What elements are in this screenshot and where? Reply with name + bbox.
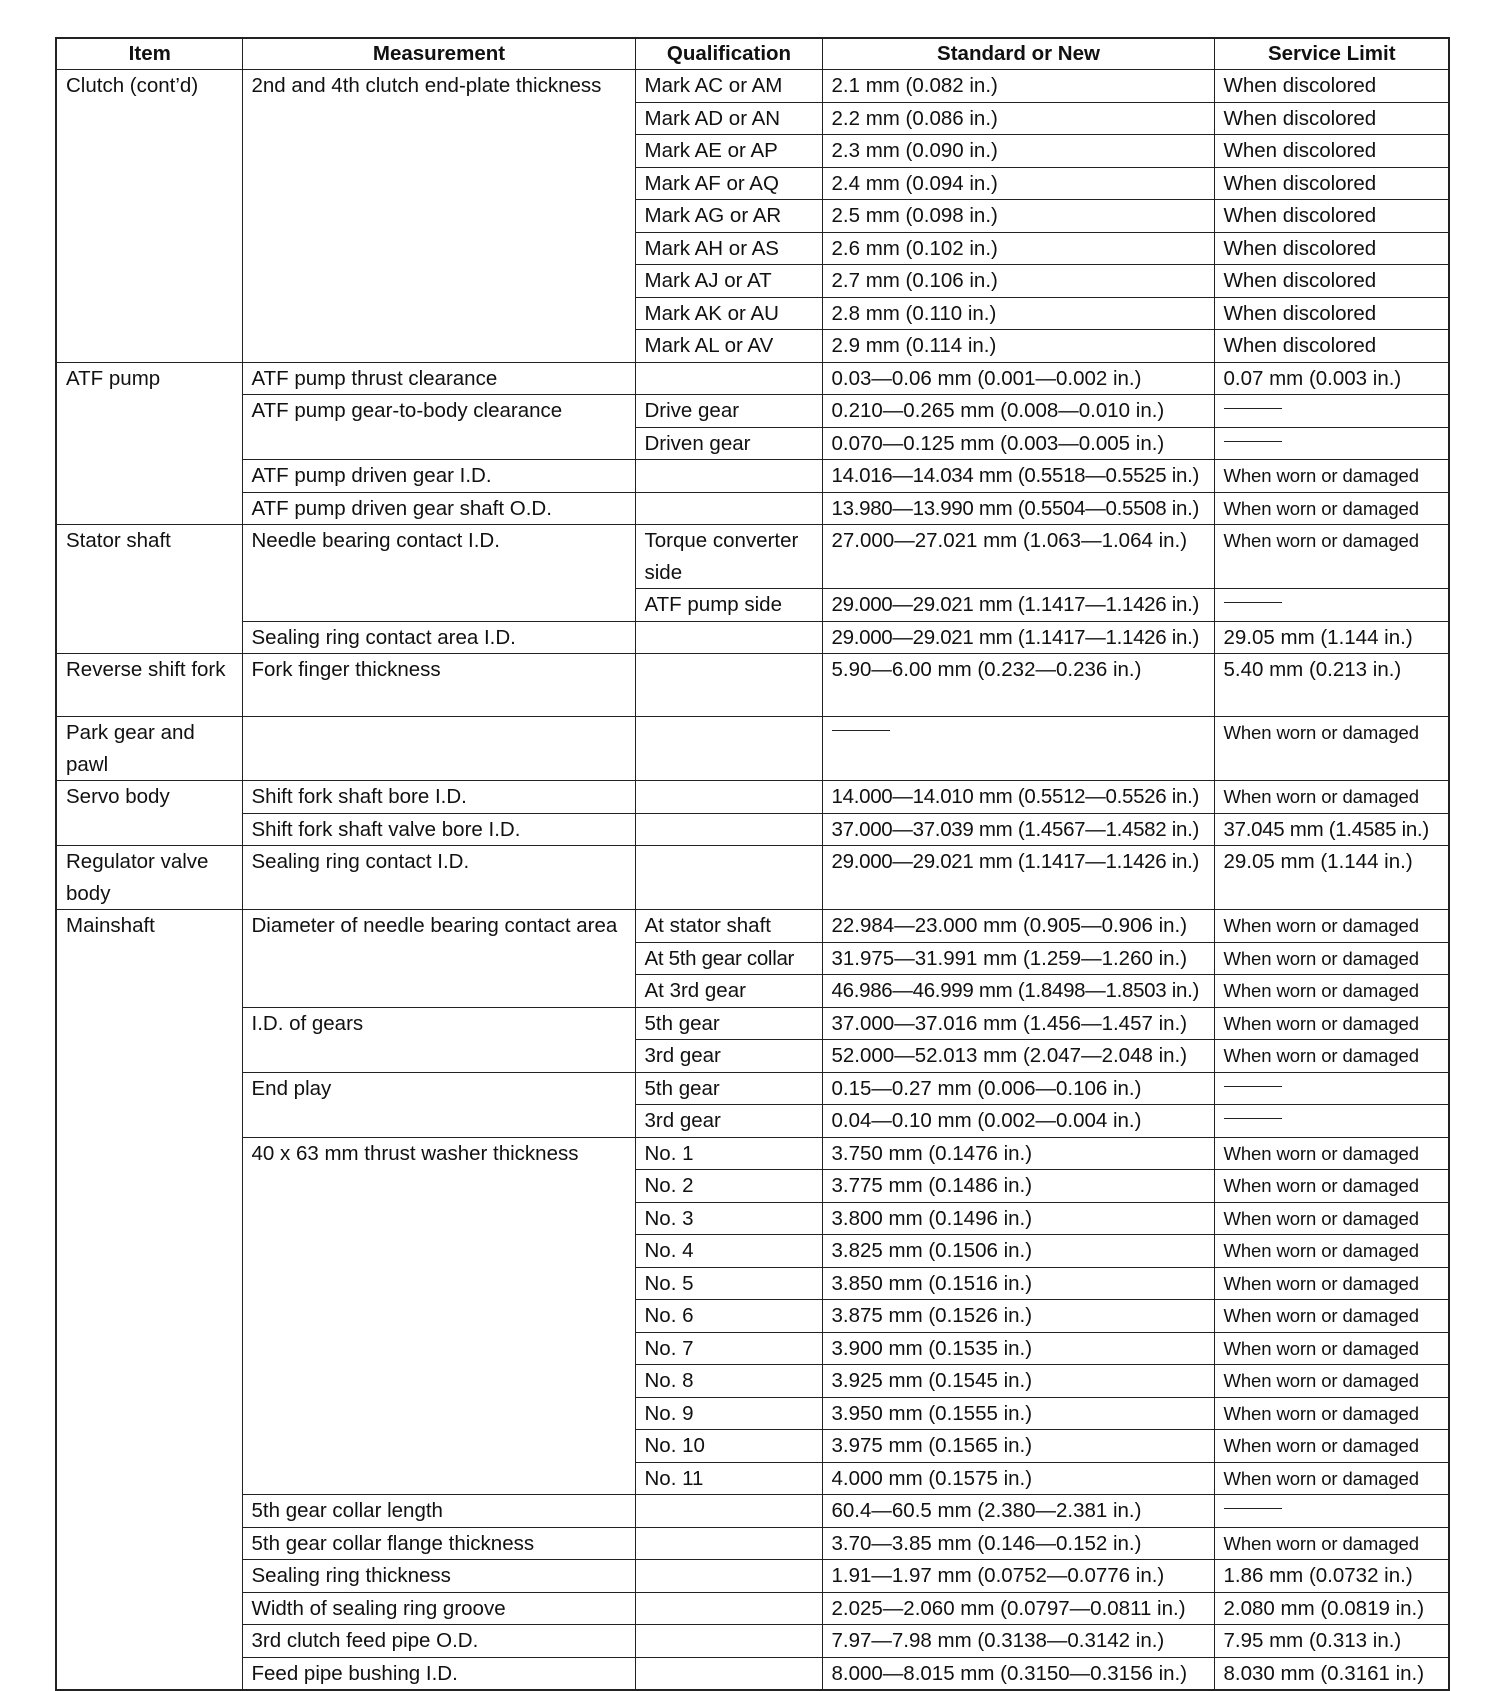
qualification-cell [635,781,822,814]
standard-cell: 3.900 mm (0.1535 in.) [822,1332,1214,1365]
limit-cell: When worn or damaged [1214,1040,1449,1073]
qualification-cell: Drive gear [635,395,822,428]
table-row [56,1527,1449,1560]
standard-cell: 2.8 mm (0.110 in.) [822,297,1214,330]
qualification-cell: Torque converter side [635,525,822,589]
standard-cell: 29.000—29.021 mm (1.1417—1.1426 in.) [822,846,1214,910]
limit-cell: 5.40 mm (0.213 in.) [1214,654,1449,717]
table-row [56,846,1449,910]
standard-cell: 4.000 mm (0.1575 in.) [822,1462,1214,1495]
standard-cell: 2.2 mm (0.086 in.) [822,102,1214,135]
table-row [56,525,1449,589]
table-row [56,654,1449,717]
standard-cell: 2.6 mm (0.102 in.) [822,232,1214,265]
standard-cell: 2.1 mm (0.082 in.) [822,70,1214,103]
qualification-cell: No. 11 [635,1462,822,1495]
item-cell: Servo body [56,781,242,846]
table-row [56,1007,1449,1040]
limit-cell: When worn or damaged [1214,1235,1449,1268]
limit-cell [1214,1105,1449,1138]
qualification-cell: Mark AK or AU [635,297,822,330]
table-row [56,910,1449,943]
measurement-cell: ATF pump driven gear shaft O.D. [242,492,635,525]
table-row [56,1560,1449,1593]
measurement-cell: ATF pump gear-to-body clearance [242,395,635,460]
limit-cell: When worn or damaged [1214,781,1449,814]
standard-cell: 0.070—0.125 mm (0.003—0.005 in.) [822,427,1214,460]
qualification-cell [635,813,822,846]
standard-cell: 3.975 mm (0.1565 in.) [822,1430,1214,1463]
specification-table [55,37,1450,1691]
qualification-cell: No. 3 [635,1202,822,1235]
standard-cell: 14.000—14.010 mm (0.5512—0.5526 in.) [822,781,1214,814]
standard-cell: 37.000—37.039 mm (1.4567—1.4582 in.) [822,813,1214,846]
limit-cell: 1.86 mm (0.0732 in.) [1214,1560,1449,1593]
standard-cell: 7.97—7.98 mm (0.3138—0.3142 in.) [822,1625,1214,1658]
qualification-cell [635,362,822,395]
qualification-cell: Mark AD or AN [635,102,822,135]
table-row [56,1072,1449,1105]
limit-cell: When worn or damaged [1214,1527,1449,1560]
qualification-cell: No. 9 [635,1397,822,1430]
table-row [56,460,1449,493]
standard-cell: 29.000—29.021 mm (1.1417—1.1426 in.) [822,621,1214,654]
qualification-cell [635,1657,822,1690]
table-row [56,1137,1449,1170]
measurement-cell: Shift fork shaft bore I.D. [242,781,635,814]
qualification-cell [635,460,822,493]
table-row [56,395,1449,428]
standard-cell: 3.775 mm (0.1486 in.) [822,1170,1214,1203]
standard-cell: 27.000—27.021 mm (1.063—1.064 in.) [822,525,1214,589]
qualification-cell: No. 1 [635,1137,822,1170]
standard-cell: 13.980—13.990 mm (0.5504—0.5508 in.) [822,492,1214,525]
table-row [56,1495,1449,1528]
limit-cell: When worn or damaged [1214,525,1449,589]
limit-cell: When discolored [1214,330,1449,363]
item-cell: Clutch (cont’d) [56,70,242,363]
standard-cell: 2.9 mm (0.114 in.) [822,330,1214,363]
table-row [56,1592,1449,1625]
header-measurement: Measurement [242,38,635,70]
qualification-cell [635,492,822,525]
limit-cell: When worn or damaged [1214,1267,1449,1300]
qualification-cell: Mark AH or AS [635,232,822,265]
measurement-cell: I.D. of gears [242,1007,635,1072]
standard-cell: 5.90—6.00 mm (0.232—0.236 in.) [822,654,1214,717]
table-row [56,492,1449,525]
standard-cell: 3.800 mm (0.1496 in.) [822,1202,1214,1235]
limit-cell: When discolored [1214,135,1449,168]
measurement-cell: Diameter of needle bearing contact area [242,910,635,1008]
measurement-cell: Feed pipe bushing I.D. [242,1657,635,1690]
item-cell: Regulator valve body [56,846,242,910]
limit-cell: When worn or damaged [1214,1300,1449,1333]
standard-cell: 60.4—60.5 mm (2.380—2.381 in.) [822,1495,1214,1528]
measurement-cell [242,717,635,781]
standard-cell: 0.03—0.06 mm (0.001—0.002 in.) [822,362,1214,395]
measurement-cell: 5th gear collar length [242,1495,635,1528]
standard-cell: 1.91—1.97 mm (0.0752—0.0776 in.) [822,1560,1214,1593]
limit-cell [1214,427,1449,460]
table-row [56,1625,1449,1658]
standard-cell: 0.210—0.265 mm (0.008—0.010 in.) [822,395,1214,428]
measurement-cell: Width of sealing ring groove [242,1592,635,1625]
qualification-cell [635,1527,822,1560]
limit-cell: 29.05 mm (1.144 in.) [1214,846,1449,910]
limit-cell: When worn or damaged [1214,942,1449,975]
table-row [56,813,1449,846]
limit-cell: When worn or damaged [1214,460,1449,493]
item-cell: Mainshaft [56,910,242,1691]
qualification-cell: Mark AG or AR [635,200,822,233]
item-cell: Reverse shift fork [56,654,242,717]
header-item: Item [56,38,242,70]
table-row [56,1657,1449,1690]
qualification-cell: No. 7 [635,1332,822,1365]
limit-cell: 37.045 mm (1.4585 in.) [1214,813,1449,846]
qualification-cell: At 5th gear collar [635,942,822,975]
qualification-cell: 5th gear [635,1072,822,1105]
qualification-cell: 3rd gear [635,1105,822,1138]
no-limit-dash [1224,441,1282,442]
standard-cell: 37.000—37.016 mm (1.456—1.457 in.) [822,1007,1214,1040]
measurement-cell: End play [242,1072,635,1137]
limit-cell: When discolored [1214,70,1449,103]
limit-cell: 29.05 mm (1.144 in.) [1214,621,1449,654]
qualification-cell: At stator shaft [635,910,822,943]
qualification-cell: Mark AL or AV [635,330,822,363]
measurement-cell: 2nd and 4th clutch end-plate thickness [242,70,635,363]
qualification-cell: No. 2 [635,1170,822,1203]
qualification-cell: Driven gear [635,427,822,460]
qualification-cell [635,1625,822,1658]
standard-cell: 0.04—0.10 mm (0.002—0.004 in.) [822,1105,1214,1138]
header-standard: Standard or New [822,38,1214,70]
limit-cell: When worn or damaged [1214,975,1449,1008]
limit-cell [1214,589,1449,622]
standard-cell: 2.5 mm (0.098 in.) [822,200,1214,233]
standard-cell: 22.984—23.000 mm (0.905—0.906 in.) [822,910,1214,943]
qualification-cell: No. 5 [635,1267,822,1300]
qualification-cell: Mark AF or AQ [635,167,822,200]
qualification-cell: At 3rd gear [635,975,822,1008]
limit-cell: When worn or damaged [1214,1170,1449,1203]
limit-cell: When worn or damaged [1214,1430,1449,1463]
qualification-cell: 3rd gear [635,1040,822,1073]
limit-cell: When worn or damaged [1214,1462,1449,1495]
measurement-cell: ATF pump thrust clearance [242,362,635,395]
limit-cell: When worn or damaged [1214,1397,1449,1430]
limit-cell [1214,1495,1449,1528]
limit-cell: When discolored [1214,167,1449,200]
limit-cell: When discolored [1214,232,1449,265]
limit-cell: 2.080 mm (0.0819 in.) [1214,1592,1449,1625]
limit-cell: When worn or damaged [1214,1007,1449,1040]
limit-cell: When worn or damaged [1214,1332,1449,1365]
standard-cell: 3.950 mm (0.1555 in.) [822,1397,1214,1430]
standard-cell: 2.025—2.060 mm (0.0797—0.0811 in.) [822,1592,1214,1625]
measurement-cell: Sealing ring thickness [242,1560,635,1593]
limit-cell: When worn or damaged [1214,492,1449,525]
qualification-cell: 5th gear [635,1007,822,1040]
standard-cell: 31.975—31.991 mm (1.259—1.260 in.) [822,942,1214,975]
no-limit-dash [1224,1508,1282,1509]
standard-cell: 29.000—29.021 mm (1.1417—1.1426 in.) [822,589,1214,622]
limit-cell: 0.07 mm (0.003 in.) [1214,362,1449,395]
header-qualification: Qualification [635,38,822,70]
limit-cell: 7.95 mm (0.313 in.) [1214,1625,1449,1658]
header-service-limit: Service Limit [1214,38,1449,70]
qualification-cell: Mark AE or AP [635,135,822,168]
limit-cell: When worn or damaged [1214,1365,1449,1398]
standard-cell: 14.016—14.034 mm (0.5518—0.5525 in.) [822,460,1214,493]
qualification-cell: Mark AC or AM [635,70,822,103]
standard-cell [822,717,1214,781]
qualification-cell: No. 10 [635,1430,822,1463]
standard-cell: 0.15—0.27 mm (0.006—0.106 in.) [822,1072,1214,1105]
item-cell: ATF pump [56,362,242,525]
table-row [56,621,1449,654]
measurement-cell: Fork finger thickness [242,654,635,717]
no-standard-dash [832,730,890,731]
measurement-cell: Sealing ring contact area I.D. [242,621,635,654]
no-limit-dash [1224,602,1282,603]
measurement-cell: 5th gear collar flange thickness [242,1527,635,1560]
limit-cell: When worn or damaged [1214,717,1449,781]
qualification-cell [635,1592,822,1625]
measurement-cell: Needle bearing contact I.D. [242,525,635,622]
standard-cell: 3.875 mm (0.1526 in.) [822,1300,1214,1333]
standard-cell: 3.70—3.85 mm (0.146—0.152 in.) [822,1527,1214,1560]
standard-cell: 2.7 mm (0.106 in.) [822,265,1214,298]
limit-cell: When discolored [1214,297,1449,330]
item-cell: Stator shaft [56,525,242,654]
table-row [56,781,1449,814]
measurement-cell: 40 x 63 mm thrust washer thickness [242,1137,635,1495]
standard-cell: 46.986—46.999 mm (1.8498—1.8503 in.) [822,975,1214,1008]
table-row [56,70,1449,103]
limit-cell: When discolored [1214,102,1449,135]
limit-cell: When worn or damaged [1214,1202,1449,1235]
qualification-cell: No. 4 [635,1235,822,1268]
limit-cell [1214,1072,1449,1105]
item-cell: Park gear and pawl [56,717,242,781]
limit-cell: When worn or damaged [1214,910,1449,943]
standard-cell: 3.750 mm (0.1476 in.) [822,1137,1214,1170]
standard-cell: 8.000—8.015 mm (0.3150—0.3156 in.) [822,1657,1214,1690]
no-limit-dash [1224,408,1282,409]
standard-cell: 2.3 mm (0.090 in.) [822,135,1214,168]
measurement-cell: 3rd clutch feed pipe O.D. [242,1625,635,1658]
qualification-cell: ATF pump side [635,589,822,622]
qualification-cell: No. 6 [635,1300,822,1333]
table-row [56,717,1449,781]
qualification-cell [635,1560,822,1593]
limit-cell: When worn or damaged [1214,1137,1449,1170]
qualification-cell [635,846,822,910]
table-row [56,362,1449,395]
qualification-cell [635,621,822,654]
standard-cell: 3.850 mm (0.1516 in.) [822,1267,1214,1300]
limit-cell: When discolored [1214,200,1449,233]
standard-cell: 2.4 mm (0.094 in.) [822,167,1214,200]
limit-cell [1214,395,1449,428]
measurement-cell: ATF pump driven gear I.D. [242,460,635,493]
qualification-cell [635,1495,822,1528]
measurement-cell: Shift fork shaft valve bore I.D. [242,813,635,846]
qualification-cell [635,717,822,781]
standard-cell: 3.825 mm (0.1506 in.) [822,1235,1214,1268]
standard-cell: 3.925 mm (0.1545 in.) [822,1365,1214,1398]
header-row [56,38,1449,70]
measurement-cell: Sealing ring contact I.D. [242,846,635,910]
no-limit-dash [1224,1086,1282,1087]
qualification-cell: No. 8 [635,1365,822,1398]
no-limit-dash [1224,1118,1282,1119]
limit-cell: 8.030 mm (0.3161 in.) [1214,1657,1449,1690]
qualification-cell [635,654,822,717]
limit-cell: When discolored [1214,265,1449,298]
qualification-cell: Mark AJ or AT [635,265,822,298]
standard-cell: 52.000—52.013 mm (2.047—2.048 in.) [822,1040,1214,1073]
